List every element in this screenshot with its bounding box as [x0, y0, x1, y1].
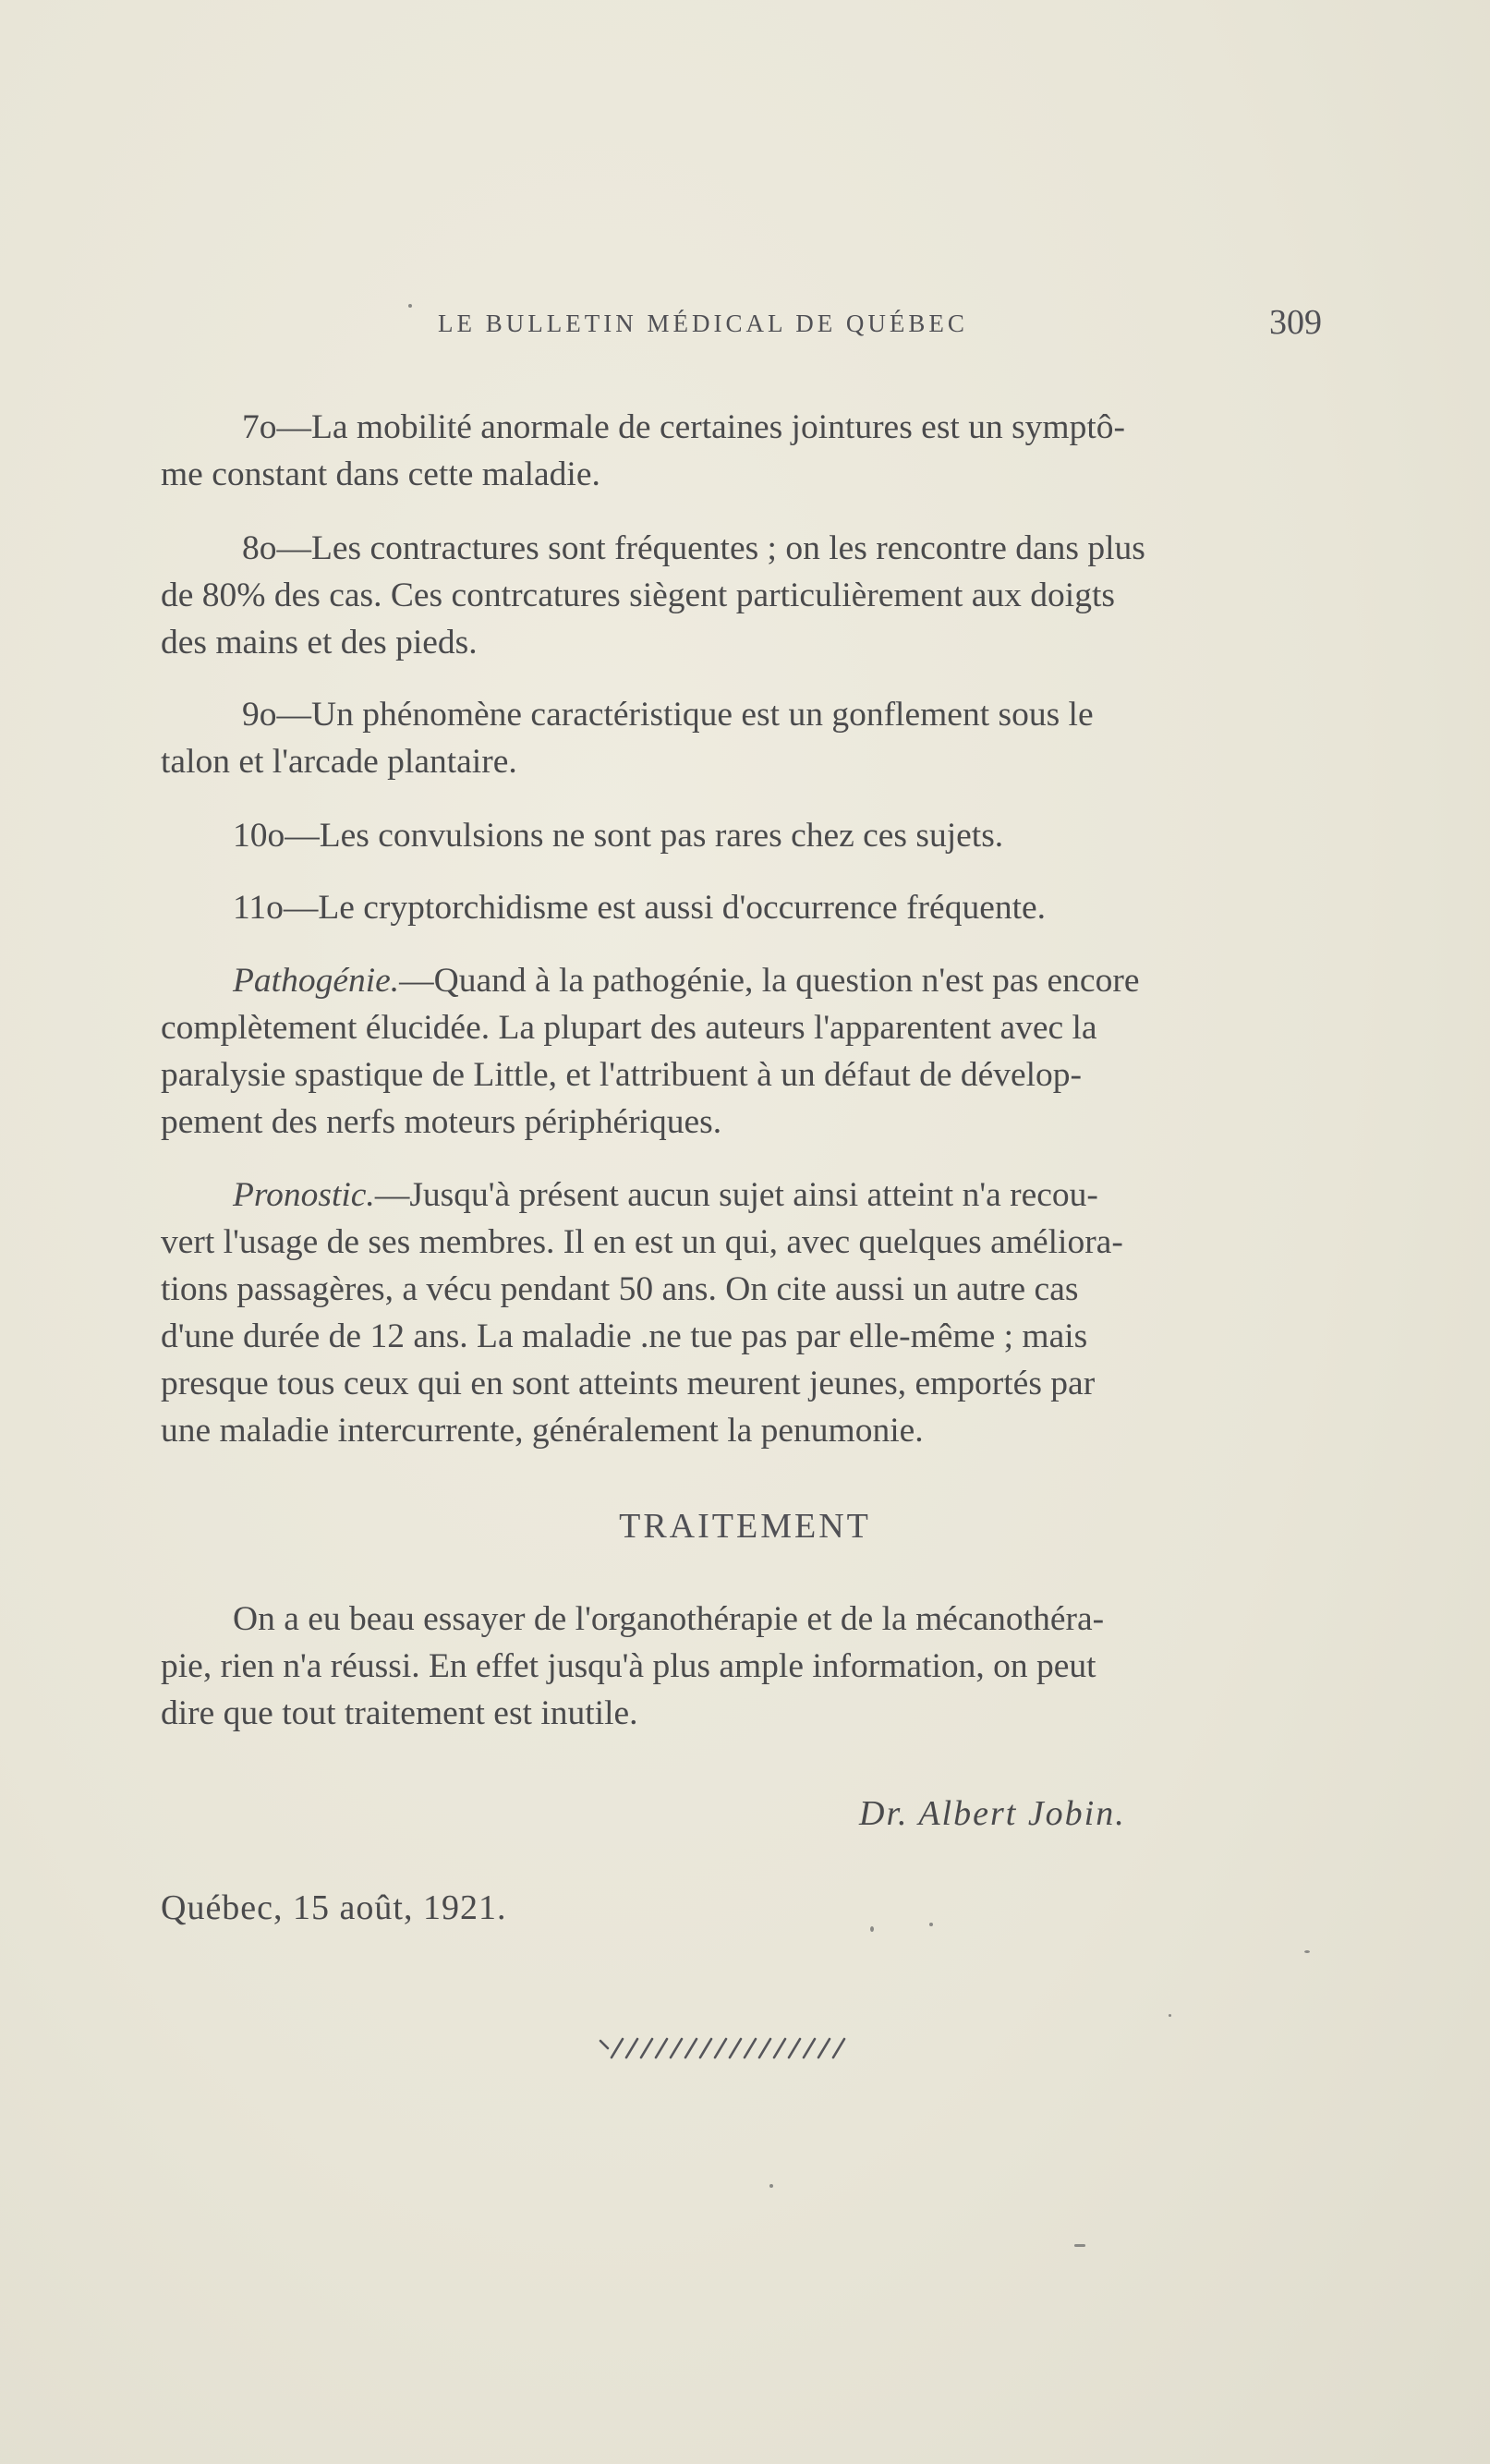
text-line: On a eu beau essayer de l'organothérapie et de la mécanothéra-: [233, 1600, 1105, 1638]
paragraph-pronostic: [161, 1171, 1321, 1454]
paragraph-traitement: [161, 1596, 1321, 1737]
paragraph-7: [161, 404, 1321, 498]
text-line: tions passagères, a vécu pendant 50 ans. On cite aussi un autre cas: [161, 1270, 1079, 1308]
text-line: me constant dans cette maladie.: [161, 455, 600, 493]
paragraph-9: [161, 691, 1321, 785]
pronostic-label: Pronostic.: [233, 1176, 375, 1214]
text-line: 10o—Les convulsions ne sont pas rares chez ces sujets.: [233, 817, 1004, 855]
text-line: [161, 1171, 1321, 1219]
section-heading-traitement: TRAITEMENT: [619, 1507, 871, 1546]
text-line: 11o—Le cryptorchidisme est aussi d'occurrence fréquente.: [233, 889, 1047, 927]
paper-speck: [870, 1926, 874, 1932]
signature: Dr. Albert Jobin.: [859, 1794, 1126, 1833]
page-header: [0, 303, 1490, 354]
text-line: presque tous ceux qui en sont atteints meurent jeunes, emportés par: [161, 1365, 1096, 1402]
text-line: 8o—Les contractures sont fréquentes ; on les rencontre dans plus: [242, 529, 1145, 567]
text-line: complètement élucidée. La plupart des auteurs l'apparentent avec la: [161, 1009, 1097, 1047]
paper-speck: [1074, 2244, 1085, 2247]
dateline: Québec, 15 août, 1921.: [161, 1888, 507, 1927]
paragraph-8: [161, 525, 1321, 666]
text-line: dire que tout traitement est inutile.: [161, 1694, 638, 1732]
text-line: 7o—La mobilité anormale de certaines jointures est un symptô-: [242, 408, 1125, 446]
text-line-rest: —Quand à la pathogénie, la question n'est pas encore: [399, 962, 1140, 1000]
page-number: 309: [1269, 303, 1322, 342]
text-line: paralysie spastique de Little, et l'attribuent à un défaut de dévelop-: [161, 1056, 1083, 1094]
text-line: de 80% des cas. Ces contrcatures siègent particulièrement aux doigts: [161, 577, 1115, 614]
text-line: une maladie intercurrente, généralement la penumonie.: [161, 1412, 924, 1450]
paragraph-pathogenie: [161, 957, 1321, 1146]
text-line: pement des nerfs moteurs périphériques.: [161, 1103, 722, 1141]
paragraph-10: [161, 812, 1321, 859]
text-line: pie, rien n'a réussi. En effet jusqu'à plus ample information, on peut: [161, 1647, 1096, 1685]
paper-speck: [929, 1923, 933, 1926]
paper-speck: [408, 304, 412, 308]
text-line: [161, 957, 1321, 1004]
paper-speck: [1304, 1950, 1310, 1953]
text-line: talon et l'arcade plantaire.: [161, 743, 517, 781]
running-head: LE BULLETIN MÉDICAL DE QUÉBEC: [438, 310, 968, 337]
paper-speck: [769, 2184, 773, 2188]
text-line: des mains et des pieds.: [161, 624, 478, 662]
text-line: 9o—Un phénomène caractéristique est un gonflement sous le: [242, 696, 1094, 734]
text-line-rest: —Jusqu'à présent aucun sujet ainsi atteint n'a recou-: [374, 1176, 1098, 1214]
text-line: vert l'usage de ses membres. Il en est un qui, avec quelques améliora-: [161, 1223, 1123, 1261]
paragraph-11: [161, 884, 1321, 931]
ornament-rule: [599, 2035, 894, 2063]
text-line: d'une durée de 12 ans. La maladie .ne tue pas par elle-même ; mais: [161, 1317, 1088, 1355]
pathogenie-label: Pathogénie.: [233, 962, 400, 1000]
paper-speck: [1169, 2014, 1171, 2017]
